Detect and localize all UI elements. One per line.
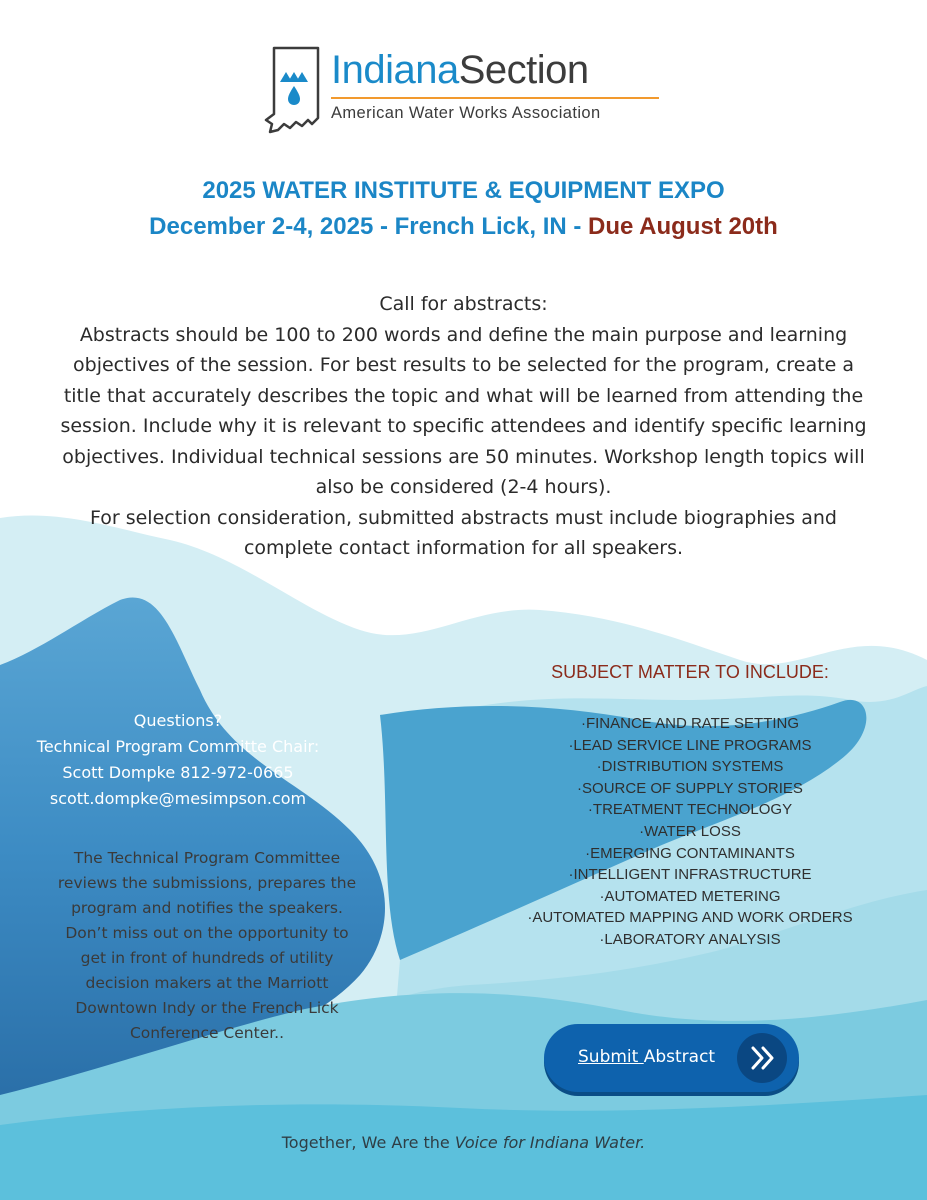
event-date-line <box>0 210 927 244</box>
submit-abstract-button[interactable] <box>544 1024 799 1092</box>
logo-title-section: Section <box>458 48 589 92</box>
intro-requirement: For selection consideration, submitted abstracts must include biographies and complete contact information for all speakers. <box>89 506 837 559</box>
contact-role: Technical Program Committe Chair: <box>36 737 320 756</box>
logo-title <box>331 48 589 92</box>
indiana-section-logo <box>262 44 662 139</box>
event-dates: December 2-4, 2025 - French Lick, IN - <box>149 213 589 240</box>
event-headline <box>0 176 927 244</box>
submit-label-rest: Abstract <box>643 1047 716 1067</box>
subject-matter-title: SUBJECT MATTER TO INCLUDE: <box>551 662 829 682</box>
submit-abstract-label <box>578 1046 715 1068</box>
logo-divider <box>331 97 659 99</box>
list-item: ·AUTOMATED METERING <box>599 887 781 905</box>
logo-title-indiana: Indiana <box>331 48 459 92</box>
intro-body: Abstracts should be 100 to 200 words and define the main purpose and learning objectives of the session. For best results to be selected for the program, create a title that accurately describes the topic and what will be learned from attending the session. Include why it is relevant to specific attendees and identify specific learning objectives. Individual technical sessions are 50 minutes. Workshop length topics will also be considered (2-4 hours). <box>60 323 867 498</box>
contact-name-phone[interactable]: Scott Dompke 812-972-0665 <box>62 763 294 782</box>
list-item: ·LEAD SERVICE LINE PROGRAMS <box>568 736 812 754</box>
committee-text-1: The Technical Program Committee reviews the submissions, prepares the program and notifies the speakers. <box>57 849 357 917</box>
list-item: ·SOURCE OF SUPPLY STORIES <box>577 779 803 797</box>
event-title: 2025 WATER INSTITUTE & EQUIPMENT EXPO <box>202 177 725 204</box>
footer-prefix: Together, We Are the <box>281 1133 455 1152</box>
contact-info <box>0 708 356 812</box>
committee-note <box>52 846 362 1046</box>
contact-questions: Questions? <box>133 711 223 730</box>
list-item: ·FINANCE AND RATE SETTING <box>580 715 800 732</box>
list-item: ·LABORATORY ANALYSIS <box>599 930 781 948</box>
footer-emphasis: Voice for Indiana Water. <box>454 1133 646 1152</box>
list-item: ·WATER LOSS <box>639 822 741 840</box>
indiana-state-outline-icon <box>262 44 324 136</box>
contact-email[interactable]: scott.dompke@mesimpson.com <box>49 789 307 808</box>
double-chevron-right-icon <box>737 1033 787 1083</box>
due-date: Due August 20th <box>588 213 778 240</box>
list-item: ·INTELLIGENT INFRASTRUCTURE <box>568 866 812 884</box>
intro-heading: Call for abstracts: <box>379 293 548 315</box>
call-for-abstracts <box>60 289 867 564</box>
list-item: ·AUTOMATED MAPPING AND WORK ORDERS <box>527 909 853 927</box>
logo-subtitle: American Water Works Association <box>331 104 601 122</box>
list-item: ·TREATMENT TECHNOLOGY <box>587 801 793 819</box>
committee-text-2: Don’t miss out on the opportunity to get in front of hundreds of utility decision makers at the Marriott Downtown Indy or the French Lick Conference Center.. <box>65 924 349 1042</box>
submit-link-text[interactable]: Submit <box>578 1047 644 1067</box>
subject-matter-list <box>480 713 900 951</box>
footer-tagline <box>0 1131 927 1155</box>
list-item: ·EMERGING CONTAMINANTS <box>585 844 795 862</box>
list-item: ·DISTRIBUTION SYSTEMS <box>596 758 784 776</box>
